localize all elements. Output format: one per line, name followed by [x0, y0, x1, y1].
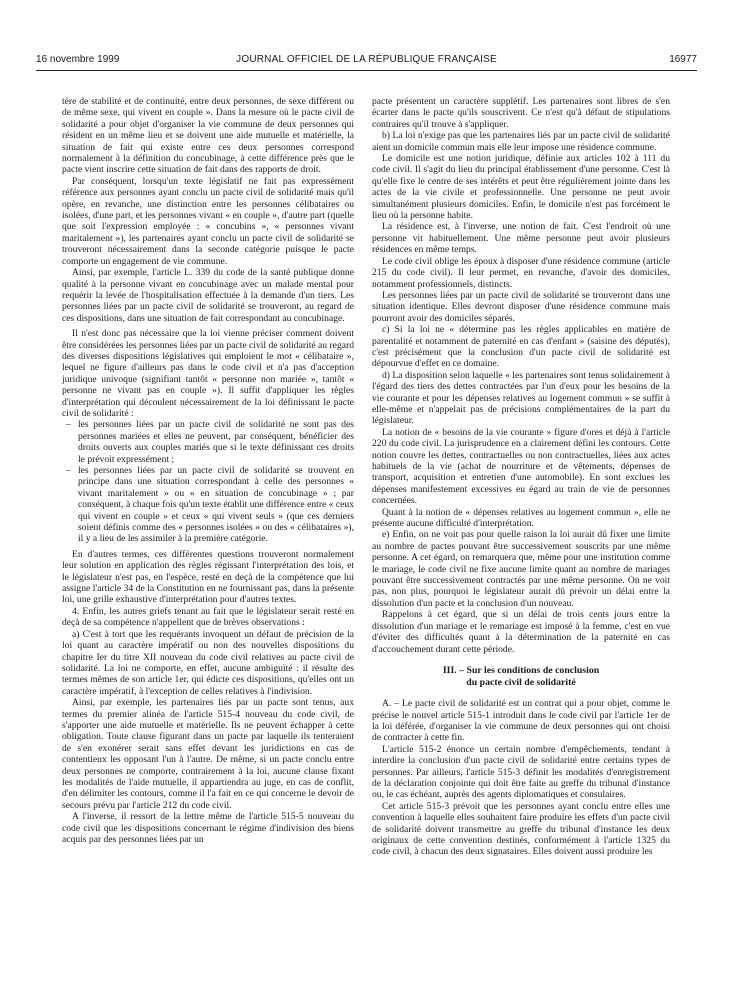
paragraph: pacte présentent un caractère supplétif. Les partenaires sont libres de s'en écarter dans le pacte qu'ils souscrivent. Ce n'est qu'à défaut de stipulations contraires qu'il trouve à s'appliquer.	[372, 96, 670, 130]
paragraph: La notion de « besoins de la vie courante » figure d'ores et déjà à l'article 220 du code civil. La jurisprudence en a clairement défini les contours. Cette notion couvre les dettes, contractuelles ou non contractuelles, liées aux actes habituels de la vie (achat de nourriture et de vêtements, dépenses de transport, acquisition et entretien d'une automobile). En sont exclues les dépenses manifestement excessives eu égard au train de vie de personnes concernées.	[372, 426, 670, 507]
header-page-number: 16977	[669, 54, 697, 65]
header-date: 16 novembre 1999	[36, 54, 120, 65]
list-item: – les personnes liées par un pacte civil de solidarité se trouvent en principe dans une situation correspondant à celle des personnes « vivant maritalement » ou « en situation de concubinage » ; par conséquent, à chaque fois qu'un texte établit une différence entre « ceux qui vivent en couple » et ceux « qui vivent seuls » (que ces derniers soient définis comme des « personnes isolées » ou des « célibataires »), il y a lieu de les assimiler à la première catégorie.	[62, 465, 354, 545]
paragraph: b) La loi n'exige pas que les partenaires liés par un pacte civil de solidarité aient un domicile commun mais elle leur impose une résidence commune.	[372, 130, 670, 153]
paragraph: Le code civil oblige les époux à disposer d'une résidence commune (article 215 du code civil). Il leur permet, en revanche, d'avoir des domiciles, notamment professionnels, distincts.	[372, 255, 670, 290]
paragraph: Par conséquent, lorsqu'un texte législatif ne fait pas expressément référence aux personnes ayant conclu un pacte civil de solidarité mais qu'il opère, en revanche, une distinction entre les personnes célibataires ou isolées, d'une part, et les personnes vivant « en couple », d'autre part (quelle que soit l'expression employée : « concubins », « personnes vivant maritalement »), les partenaires ayant conclu un pacte civil de solidarité se trouveront nécessairement dans la seconde catégorie puisque le pacte comporte un engagement de vie commune.	[62, 175, 354, 267]
paragraph: Quant à la notion de « dépenses relatives au logement commun », elle ne présente aucune difficulté d'interprétation.	[372, 506, 670, 530]
bullet-list	[62, 419, 354, 544]
list-item: – les personnes liées par un pacte civil de solidarité ne sont pas des personnes mariées et elles ne peuvent, par conséquent, bénéficier des droits ouverts aux couples mariés que si le texte définissant ces droits le prévoit expressément ;	[62, 419, 354, 465]
paragraph: a) C'est à tort que les requérants invoquent un défaut de précision de la loi quant au caractère impératif ou non des nouvelles dispositions du chapitre Ier du titre XII nouveau du code civil relatives au pacte civil de solidarité. La loi ne comporte, en effet, aucune ambiguïté : il résulte des termes mêmes de son article 1er, qui édicte ces dispositions, qu'elles ont un caractère impératif, à l'exception de celles relatives à l'indivision.	[62, 628, 354, 697]
paragraph: En d'autres termes, ces différentes questions trouveront normalement leur solution en application des règles régissant l'interprétation des lois, et le législateur n'est pas, en l'espèce, resté en deçà de la compétence que lui assigne l'article 34 de la Constitution en ne fournissant pas, dans la présente loi, une grille exhaustive d'interprétation pour d'autres textes.	[62, 548, 354, 606]
section-heading	[372, 665, 670, 688]
paragraph: 4. Enfin, les autres griefs tenant au fait que le législateur serait resté en deçà de sa compétence n'appellent que de brèves observations :	[62, 605, 354, 629]
paragraph: L'article 515-2 énonce un certain nombre d'empêchements, tendant à interdire la conclusion d'un pacte civil de solidarité entre certains types de personnes. Par ailleurs, l'article 515-3 définit les modalités d'enregistrement de la déclaration conjointe qui doit être faite au greffe du tribunal d'instance ou, le cas échéant, auprès des agents diplomatiques et consulaires.	[372, 743, 670, 801]
section-heading-line-1: III. – Sur les conditions de conclusion	[442, 664, 600, 676]
paragraph: tère de stabilité et de continuité, entre deux personnes, de sexe différent ou de même sexe, qui vivent en couple ». Dans la mesure où le pacte civil de solidarité a pour objet d'organiser la vie commune de deux personnes qui résident en un même lieu et se doivent une aide mutuelle et matérielle, la situation de fait qui existe entre ces deux personnes correspond normalement à la définition du concubinage, à cette différence près que le pacte vient inscrire cette situation de fait dans des rapports de droit.	[62, 96, 354, 176]
paragraph: c) Si la loi ne « détermine pas les règles applicables en matière de parentalité et notamment de paternité en cas d'enfant » (saisine des députés), c'est précisément que la conclusion d'un pacte civil de solidarité est dépourvue d'effet en ce domaine.	[372, 324, 670, 370]
paragraph: La résidence est, à l'inverse, une notion de fait. C'est l'endroit où une personne vit habituellement. Une même personne peut avoir plusieurs résidences en même temps.	[372, 221, 670, 256]
paragraph: Le domicile est une notion juridique, définie aux articles 102 à 111 du code civil. Il s'agit du lieu du principal établissement d'une personne. C'est là qu'elle fixe le centre de ses intérêts et peut être régulièrement jointe dans les actes de la vie civile et professionnelle. Une personne ne peut avoir simultanément plusieurs domiciles. Enfin, le domicile n'est pas forcément le lieu où la personne habite.	[372, 153, 670, 222]
header-journal-title: JOURNAL OFFICIEL DE LA RÉPUBLIQUE FRANÇAISE	[236, 54, 497, 65]
paragraph: A l'inverse, il ressort de la lettre même de l'article 515-5 nouveau du code civil que les dispositions concernant le régime d'indivision des biens acquis par des personnes liées par un	[62, 811, 354, 845]
paragraph: Cet article 515-3 prévoit que les personnes ayant conclu entre elles une convention à laquelle elles souhaitent faire produire les effets d'un pacte civil de solidarité doivent transmettre au greffe du tribunal d'instance les deux originaux de cette convention destinés, conformément à l'article 1325 du code civil, à chacun des deux signataires. Elles doivent aussi produire les	[372, 800, 670, 858]
paragraph: Les personnes liées par un pacte civil de solidarité se trouveront dans une situation identique. Elles devront disposer d'une résidence commune mais pourront avoir des domiciles séparés.	[372, 289, 670, 324]
paragraph: Il n'est donc pas nécessaire que la loi vienne préciser comment doivent être considérées les personnes liées par un pacte civil de solidarité au regard des diverses dispositions législatives qui emploient le mot « célibataire », lequel ne figure d'ailleurs pas dans le code civil et n'a pas d'acception juridique univoque (signifiant tantôt « personne non mariée », tantôt « personne ne vivant pas en couple »). Il suffit d'appliquer les règles d'interprétation qui découlent nécessairement de la loi définissant le pacte civil de solidarité :	[62, 328, 354, 419]
paragraph: Ainsi, par exemple, l'article L. 339 du code de la santé publique donne qualité à la personne vivant en concubinage avec un malade mental pour requérir la levée de l'hospitalisation effectuée à la demande d'un tiers. Les personnes liées par un pacte civil de solidarité se trouveront, au regard de ces dispositions, dans une situation de fait correspondant au concubinage.	[62, 267, 354, 324]
right-column	[372, 96, 670, 858]
paragraph: d) La disposition selon laquelle « les partenaires sont tenus solidairement à l'égard des tiers des dettes contractées par l'un d'eux pour les besoins de la vie courante et pour les dépenses relatives au logement commun » se suffit à elle-même et n'appelait pas de précisions complémentaires de la part du législateur.	[372, 369, 670, 427]
paragraph: Rappelons à cet égard, que si un délai de trois cents jours entre la dissolution d'un mariage et le remariage est imposé à la femme, c'est en vue d'éviter des difficultés quant à la détermination de la paternité en cas d'accouchement durant cette période.	[372, 609, 670, 655]
paragraph: e) Enfin, on ne voit pas pour quelle raison la loi aurait dû fixer une limite au nombre de pactes pouvant être successivement souscrits par une même personne. A cet égard, on remarquera que, même pour une institution comme le mariage, le code civil ne fixe aucune limite quant au nombre de mariages pouvant être successivement contractés par une même personne. On ne voit pas, non plus, pourquoi le législateur aurait dû prévoir un délai entre la dissolution d'un pacte et la conclusion d'un nouveau.	[372, 529, 670, 609]
header-rule	[36, 70, 697, 71]
left-column	[62, 96, 354, 845]
paragraph: A. – Le pacte civil de solidarité est un contrat qui a pour objet, comme le précise le nouvel article 515-1 introduit dans le code civil par l'article 1er de la loi déférée, d'organiser la vie commune de deux personnes qui ont choisi de contracter à cette fin.	[372, 698, 670, 744]
section-heading-line-2: du pacte civil de solidarité	[466, 676, 576, 688]
paragraph: Ainsi, par exemple, les partenaires liés par un pacte sont tenus, aux termes du premier alinéa de l'article 515-4 nouveau du code civil, de s'apporter une aide mutuelle et matérielle. Ils ne peuvent échapper à cette obligation. Toute clause figurant dans un pacte par laquelle ils tenteraient de s'en exonérer serait sans effet devant les juridictions en cas de contentieux les opposant l'un à l'autre. De même, si un pacte conclu entre deux personnes ne comporte, contrairement à la loi, aucune clause fixant les modalités de l'aide mutuelle, il appartiendra au juge, en cas de conflit, d'en délimiter les contours, comme il l'a fait en ce qui concerne le devoir de secours prévu par l'article 212 du code civil.	[62, 697, 354, 811]
page-header	[36, 54, 697, 68]
